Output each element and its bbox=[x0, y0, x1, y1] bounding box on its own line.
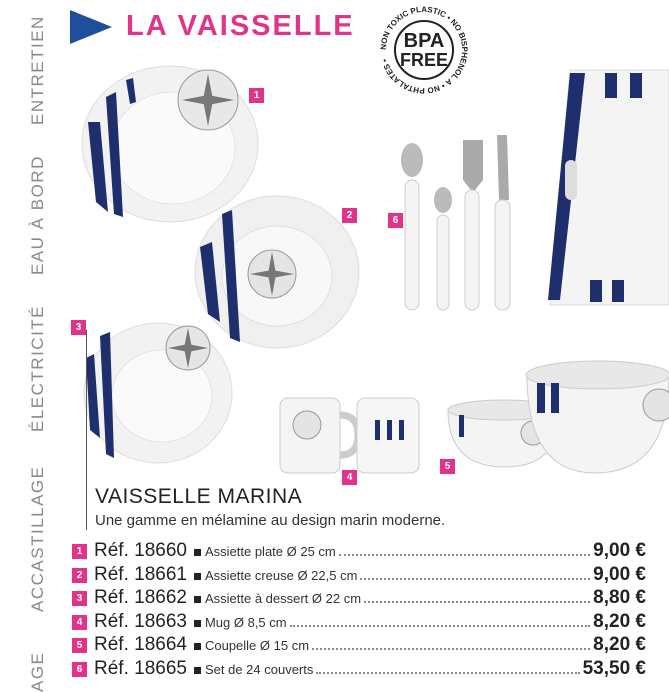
leader-dots bbox=[360, 578, 590, 580]
side-tab-partial[interactable]: AGE bbox=[28, 651, 47, 692]
image-label-4: 4 bbox=[342, 470, 357, 485]
item-number: 5 bbox=[72, 638, 87, 653]
image-label-1: 1 bbox=[249, 88, 264, 103]
svg-text:BPA: BPA bbox=[403, 30, 445, 52]
item-desc: Mug Ø 8,5 cm bbox=[204, 614, 287, 630]
item-price: 8,20 € bbox=[593, 610, 646, 632]
price-row bbox=[72, 658, 646, 682]
page-title: LA VAISSELLE bbox=[126, 10, 355, 42]
item-number: 4 bbox=[72, 615, 87, 630]
price-row bbox=[72, 634, 646, 658]
price-row bbox=[72, 564, 646, 588]
item-ref: Réf. 18662 bbox=[94, 587, 187, 608]
leader-dots bbox=[312, 648, 590, 650]
item-desc: Assiette plate Ø 25 cm bbox=[204, 544, 336, 559]
item-number: 2 bbox=[72, 568, 87, 583]
item-number: 3 bbox=[72, 591, 87, 606]
item-price: 9,00 € bbox=[593, 563, 646, 585]
side-tab-accastillage[interactable]: ACCASTILLAGE bbox=[28, 465, 47, 612]
item-number: 1 bbox=[72, 544, 87, 559]
price-row bbox=[72, 587, 646, 611]
item-desc: Coupelle Ø 15 cm bbox=[204, 638, 310, 653]
item-price: 9,00 € bbox=[593, 540, 646, 561]
bullet-square-icon bbox=[194, 643, 201, 650]
side-tab-electricite[interactable]: ÉLECTRICITÉ bbox=[28, 304, 47, 432]
leader-dots bbox=[364, 601, 590, 603]
image-label-5: 5 bbox=[440, 459, 455, 474]
item-ref: Réf. 18663 bbox=[94, 610, 187, 632]
leader-dots bbox=[316, 672, 579, 674]
tray-image bbox=[540, 65, 669, 310]
image-label-2: 2 bbox=[342, 208, 357, 223]
divider bbox=[86, 330, 87, 530]
price-row bbox=[72, 611, 646, 635]
item-ref: Réf. 18660 bbox=[94, 540, 187, 561]
item-desc: Assiette creuse Ø 22,5 cm bbox=[204, 567, 358, 583]
item-price: 53,50 € bbox=[582, 657, 646, 679]
leader-dots bbox=[339, 554, 590, 556]
bpa-free-seal bbox=[376, 2, 472, 98]
mugs-image bbox=[275, 390, 423, 480]
bullet-square-icon bbox=[194, 620, 201, 627]
item-desc: Assiette à dessert Ø 22 cm bbox=[204, 591, 362, 606]
image-label-6: 6 bbox=[388, 213, 403, 228]
bowls-image bbox=[445, 355, 669, 480]
dessert-plate-image bbox=[80, 318, 235, 468]
svg-text:FREE: FREE bbox=[399, 50, 449, 70]
side-index bbox=[0, 0, 62, 692]
flag-icon bbox=[70, 10, 112, 44]
product-title: VAISSELLE MARINA bbox=[95, 485, 303, 508]
leader-dots bbox=[290, 625, 591, 627]
svg-text:NON TOXIC PLASTIC • NO BISPHEN: NON TOXIC PLASTIC • NO BISPHENOL A • NO PHTALATES • bbox=[378, 4, 470, 96]
item-number: 6 bbox=[72, 662, 87, 677]
price-row bbox=[72, 540, 646, 564]
side-tab-eau-a-bord[interactable]: EAU À BORD bbox=[28, 155, 47, 275]
cutlery-set-image bbox=[395, 130, 525, 315]
bullet-square-icon bbox=[194, 549, 201, 556]
side-tab-entretien[interactable]: ENTRETIEN bbox=[28, 15, 47, 125]
bullet-square-icon bbox=[194, 573, 201, 580]
image-label-3: 3 bbox=[71, 320, 86, 335]
product-subtitle: Une gamme en mélamine au design marin moderne. bbox=[95, 512, 446, 529]
item-desc: Set de 24 couverts bbox=[204, 661, 314, 677]
item-ref: Réf. 18665 bbox=[94, 657, 187, 679]
item-price: 8,20 € bbox=[593, 634, 646, 655]
item-ref: Réf. 18661 bbox=[94, 563, 187, 585]
item-ref: Réf. 18664 bbox=[94, 634, 187, 655]
price-list bbox=[72, 540, 646, 681]
bullet-square-icon bbox=[194, 667, 201, 674]
item-price: 8,80 € bbox=[593, 587, 646, 608]
bullet-square-icon bbox=[194, 596, 201, 603]
